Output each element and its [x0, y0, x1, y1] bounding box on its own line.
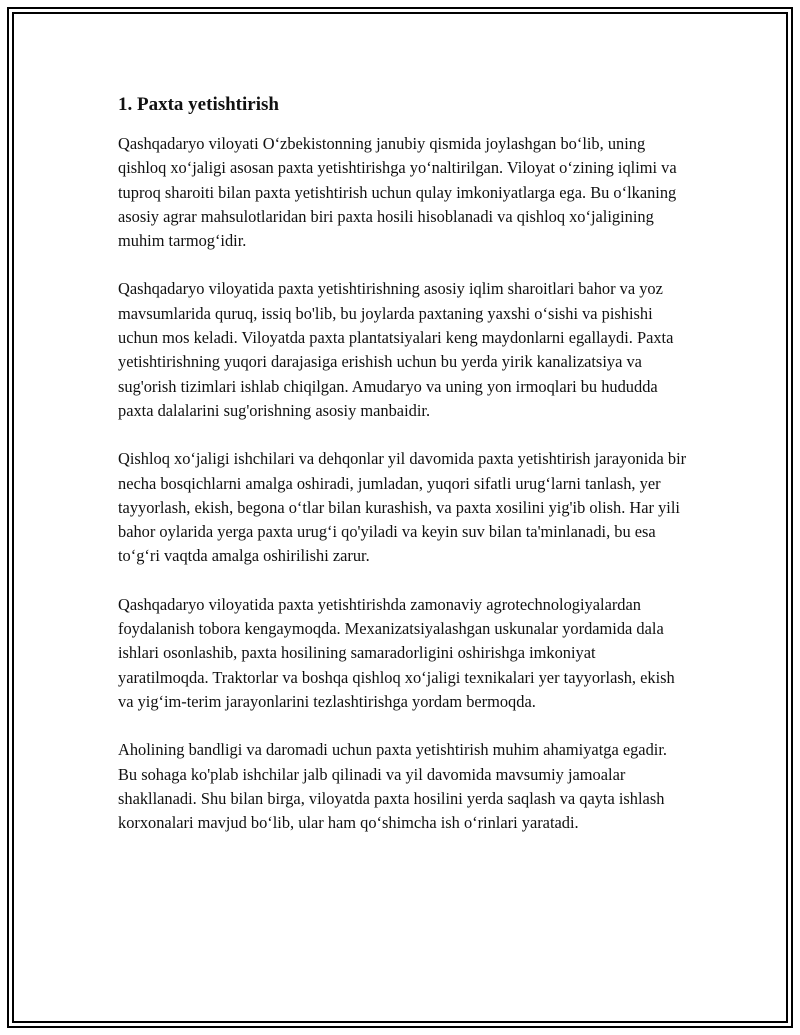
paragraph: Qishloq xo‘jaligi ishchilari va dehqonlar yil davomida paxta yetishtirish jarayonida bir necha bosqichlarni amalga oshiradi, jumladan, yuqori sifatli urug‘larni tanlash, yer tayyorlash, ekish, begona o‘tlar bilan kurashish, va paxta xosilini yig'ib olish. Har yili bahor oylarida yerga paxta urug‘i qo'yiladi va keyin suv bilan ta'minlanadi, bu esa to‘g‘ri vaqtda amalga oshirilishi zarur. [118, 449, 687, 566]
paragraph: Qashqadaryo viloyatida paxta yetishtirishning asosiy iqlim sharoitlari bahor va yoz mavsumlarida quruq, issiq bo'lib, bu joylarda paxtaning yaxshi o‘sishi va pishishi uchun mos keladi. Viloyatda paxta plantatsiyalari keng maydonlarni egallaydi. Paxta yetishtirishning yuqori darajasiga erishish uchun bu yerda yirik kanalizatsiya va sug'orish tizimlari ishlab chiqilgan. Amudaryo va uning yon irmoqlari bu hududda paxta dalalarini sug'orishning asosiy manbaidir. [118, 279, 674, 420]
paragraph: Aholining bandligi va daromadi uchun paxta yetishtirish muhim ahamiyatga egadir. Bu sohaga ko'plab ishchilar jalb qilinadi va yil davomida mavsumiy jamoalar shakllanadi. Shu bilan birga, viloyatda paxta hosilini yerda saqlash va qayta ishlash korxonalari mavjud bo‘lib, ular ham qo‘shimcha ish o‘rinlari yaratadi. [118, 740, 667, 833]
document-body [118, 92, 690, 859]
paragraph: Qashqadaryo viloyati O‘zbekistonning janubiy qismida joylashgan bo‘lib, uning qishloq xo‘jaligi asosan paxta yetishtirishga yo‘naltirilgan. Viloyat o‘zining iqlimi va tuproq sharoiti bilan paxta yetishtirish uchun qulay imkoniyatlarga ega. Bu o‘lkaning asosiy agrar mahsulotlaridan biri paxta hosili hisoblanadi va qishloq xo‘jaligining muhim tarmog‘idir. [118, 134, 677, 251]
paragraph: Qashqadaryo viloyatida paxta yetishtirishda zamonaviy agrotechnologiyalardan foydalanish tobora kengaymoqda. Mexanizatsiyalashgan uskunalar yordamida dala ishlari osonlashib, paxta hosilining samaradorligini oshirishga imkoniyat yaratilmoqda. Traktorlar va boshqa qishloq xo‘jaligi texnikalari yer tayyorlash, ekish va yig‘im-terim jarayonlarini tezlashtirishga yordam bermoqda. [118, 594, 675, 711]
section-heading: 1. Paxta yetishtirish [118, 94, 279, 115]
